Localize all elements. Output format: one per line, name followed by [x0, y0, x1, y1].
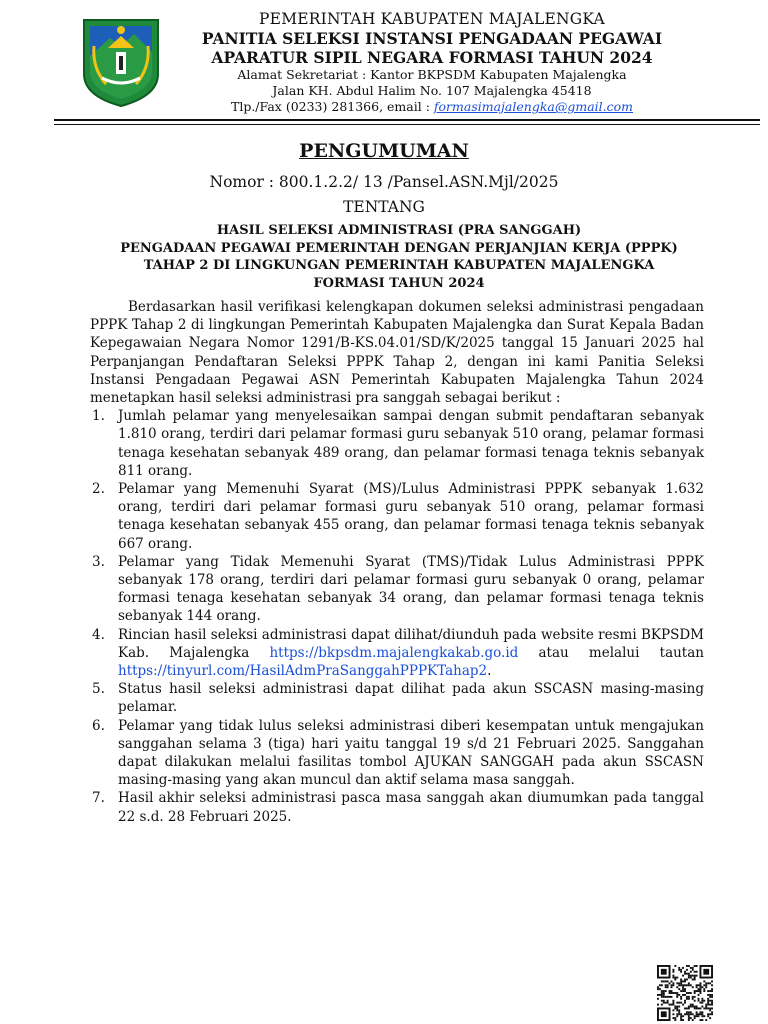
contact-phone: Tlp./Fax (0233) 281366, email :: [231, 99, 434, 114]
list-item: [90, 789, 704, 825]
list-number: 2.: [92, 481, 105, 498]
document-title-text: PENGUMUMAN: [299, 140, 469, 162]
document-title: [0, 140, 768, 162]
list-item-text: Pelamar yang tidak lulus seleksi administrasi diberi kesempatan untuk mengajukan sanggahan selama 3 (tiga) hari yaitu tanggal 19 s/d 21 Februari 2025. Sanggahan dapat dilakukan melalui fasilitas tombol AJUKAN SANGGAH pada akun SSCASN masing-masing yang akan muncul dan aktif selama masa sanggah.: [118, 717, 704, 789]
letterhead-government: PEMERINTAH KABUPATEN MAJALENGKA: [259, 10, 605, 28]
document-number: Nomor : 800.1.2.2/ 13 /Pansel.ASN.Mjl/2025: [209, 173, 559, 191]
list-item-text: Status hasil seleksi administrasi dapat dilihat pada akun SSCASN masing-masing pelamar.: [118, 681, 704, 716]
list-item-text: atau melalui tautan: [518, 644, 704, 661]
subject-line: TAHAP 2 DI LINGKUNGAN PEMERINTAH KABUPATEN MAJALENGKA: [143, 258, 655, 273]
list-item-text: Rincian hasil seleksi administrasi dapat dilihat/diunduh pada website resmi BKPSDM Kab. Majalengka: [118, 626, 704, 661]
letterhead-contact: [168, 99, 696, 115]
letterhead-rule-thick: [54, 119, 760, 121]
letterhead-committee: PANITIA SELEKSI INSTANSI PENGADAAN PEGAWAI: [201, 29, 663, 48]
letterhead-address-2: Jalan KH. Abdul Halim No. 107 Majalengka 45418: [272, 83, 592, 98]
list-number: 6.: [92, 717, 105, 734]
subject-line: HASIL SELEKSI ADMINISTRASI (PRA SANGGAH): [216, 223, 582, 238]
list-item: [90, 553, 704, 626]
list-item-text: Pelamar yang Tidak Memenuhi Syarat (TMS)/Tidak Lulus Administrasi PPPK sebanyak 178 orang, terdiri dari pelamar formasi guru sebanyak 0 orang, pelamar formasi tenaga kesehatan sebanyak 34 orang, dan pelamar formasi tenaga teknis sebanyak 144 orang.: [118, 553, 704, 625]
email-link[interactable]: formasimajalengka@gmail.com: [433, 99, 633, 114]
list-item-text: Hasil akhir seleksi administrasi pasca masa sanggah akan diumumkan pada tanggal 22 s.d. 28 Februari 2025.: [118, 790, 704, 825]
subject-line: PENGADAAN PEGAWAI PEMERINTAH DENGAN PERJANJIAN KERJA (PPPK): [120, 240, 678, 256]
list-item: [90, 626, 704, 681]
list-item: [90, 407, 704, 480]
list-item-text: Jumlah pelamar yang menyelesaikan sampai dengan submit pendaftaran sebanyak 1.810 orang, terdiri dari pelamar formasi guru sebanyak 510 orang, pelamar formasi tenaga kesehatan sebanyak 489 orang, dan pelamar formasi tenaga teknis sebanyak 811 orang.: [118, 408, 704, 479]
letterhead-asn: APARATUR SIPIL NEGARA FORMASI TAHUN 2024: [211, 48, 653, 67]
letterhead: [168, 10, 696, 115]
list-item: [90, 480, 704, 553]
document-subject: [80, 222, 718, 292]
list-item: [90, 717, 704, 790]
letterhead-rule-thin: [54, 124, 760, 125]
document-about: TENTANG: [343, 198, 425, 216]
list-number: 5.: [92, 681, 105, 698]
subject-line: FORMASI TAHUN 2024: [313, 275, 485, 291]
intro-paragraph: Berdasarkan hasil verifikasi kelengkapan dokumen seleksi administrasi pengadaan PPPK Tahap 2 di lingkungan Pemerintah Kabupaten Majalengka dan Surat Kepala Badan Kepegawaian Negara Nomor 1291/B-KS.04.01/SD/K/2025 tanggal 15 Januari 2025 hal Perpanjangan Pendaftaran Seleksi PPPK Tahap 2, dengan ini kami Panitia Seleksi Instansi Pengadaan Pegawai ASN Pemerintah Kabupaten Majalengka Tahun 2024 menetapkan hasil seleksi administrasi pra sanggah sebagai berikut :: [90, 299, 704, 407]
list-item: [90, 680, 704, 716]
bkpsdm-website-link[interactable]: https://bkpsdm.majalengkakab.go.id: [269, 644, 519, 661]
document-body: [90, 298, 704, 826]
regency-emblem-logo: [80, 16, 162, 108]
announcement-list: [90, 407, 704, 826]
list-item-text: Pelamar yang Memenuhi Syarat (MS)/Lulus Administrasi PPPK sebanyak 1.632 orang, terdiri dari pelamar formasi guru sebanyak 510 orang, pelamar formasi tenaga kesehatan sebanyak 455 orang, dan pelamar formasi tenaga teknis sebanyak 667 orang.: [118, 481, 704, 552]
list-number: 3.: [92, 553, 105, 570]
list-number: 4.: [92, 626, 105, 643]
qr-code: [657, 965, 713, 1021]
letterhead-address-1: Alamat Sekretariat : Kantor BKPSDM Kabupaten Majalengka: [237, 67, 627, 82]
list-item-text: .: [487, 663, 492, 680]
list-number: 7.: [92, 790, 105, 807]
list-number: 1.: [92, 408, 105, 425]
tinyurl-results-link[interactable]: https://tinyurl.com/HasilAdmPraSanggahPPPKTahap2: [118, 663, 488, 680]
